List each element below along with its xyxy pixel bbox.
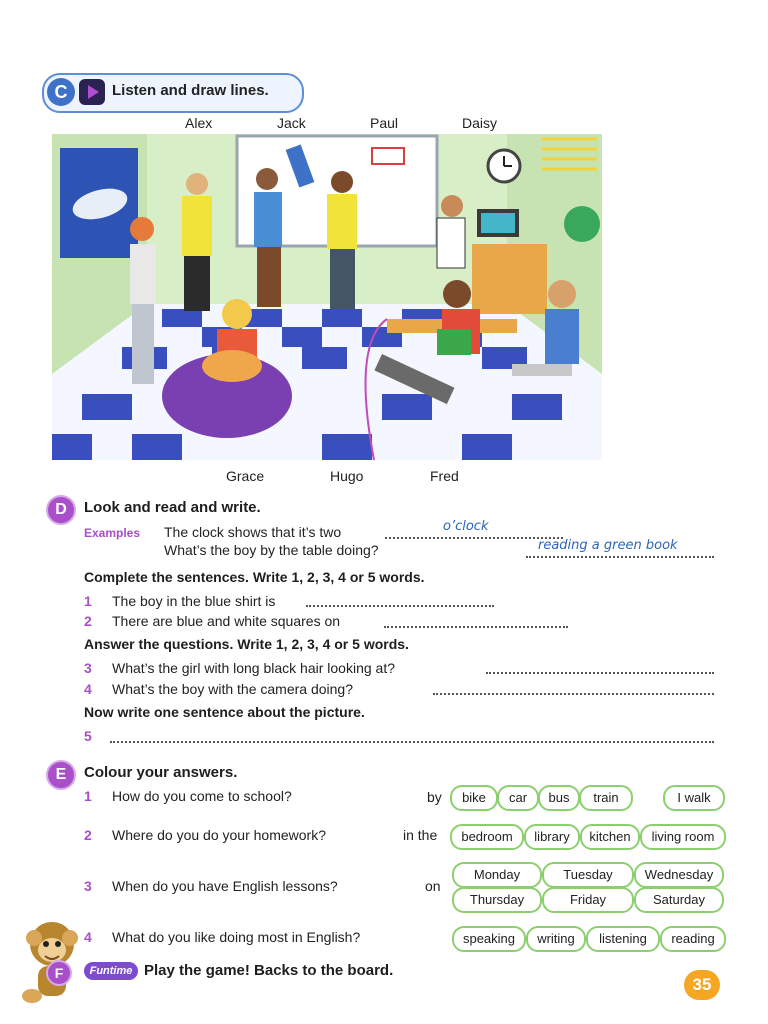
complete-instruction: Complete the sentences. Write 1, 2, 3, 4 or 5 words. [84,569,425,585]
example-1-answer: o’clock [443,519,489,534]
e-q3-number: 3 [84,878,92,894]
section-f-title: Play the game! Backs to the board. [144,962,394,979]
name-daisy: Daisy [462,115,498,131]
write-instruction: Now write one sentence about the picture. [84,704,365,720]
option-saturday[interactable]: Saturday [634,887,724,913]
q5-number: 5 [84,728,92,744]
e-q1-prep: by [427,789,442,805]
q4-answer-line[interactable] [433,693,714,695]
name-fred: Fred [430,468,459,484]
q2-number: 2 [84,613,92,629]
q3-text: What’s the girl with long black hair looking at? [112,660,396,676]
option-listening[interactable]: listening [586,926,660,952]
e-q2-prep: in the [403,827,438,843]
q5-answer-line[interactable] [110,741,714,743]
option-bus[interactable]: bus [538,785,580,811]
section-d-letter: D [46,495,76,525]
example-2-line [526,556,714,558]
example-1-text: The clock shows that it’s two [164,524,342,540]
answer-instruction: Answer the questions. Write 1, 2, 3, 4 or 5 words. [84,636,409,652]
q3-answer-line[interactable] [486,672,714,674]
option-speaking[interactable]: speaking [452,926,526,952]
e-q3-prep: on [425,878,441,894]
examples-label: Examples [84,526,141,540]
q1-text: The boy in the blue shirt is [112,593,276,609]
option-bedroom[interactable]: bedroom [450,824,524,850]
name-paul: Paul [370,115,399,131]
option-writing[interactable]: writing [526,926,586,952]
example-1-line [385,537,563,539]
q3-number: 3 [84,660,92,676]
option-wednesday[interactable]: Wednesday [634,862,724,888]
classroom-illustration [52,134,602,460]
funtime-badge: Funtime [84,962,138,980]
q2-text: There are blue and white squares on [112,613,341,629]
option-thursday[interactable]: Thursday [452,887,542,913]
option-train[interactable]: train [579,785,633,811]
option-car[interactable]: car [497,785,539,811]
option-monday[interactable]: Monday [452,862,542,888]
option-kitchen[interactable]: kitchen [580,824,640,850]
e-q3-text: When do you have English lessons? [112,878,338,894]
option-reading[interactable]: reading [660,926,726,952]
e-q4-text: What do you like doing most in English? [112,929,361,945]
page-number: 35 [684,970,720,1000]
name-grace: Grace [226,468,265,484]
play-audio-icon[interactable] [79,79,105,105]
option-tuesday[interactable]: Tuesday [542,862,634,888]
q2-answer-line[interactable] [384,626,568,628]
section-f-letter: F [46,960,72,986]
name-hugo: Hugo [330,468,364,484]
q1-answer-line[interactable] [306,605,494,607]
q4-number: 4 [84,681,92,697]
q1-number: 1 [84,593,92,609]
e-q2-number: 2 [84,827,92,843]
e-q4-number: 4 [84,929,92,945]
section-c-title: Listen and draw lines. [112,82,269,99]
option-bike[interactable]: bike [450,785,498,811]
section-c-letter: C [47,78,75,106]
e-q1-text: How do you come to school? [112,788,292,804]
option-i-walk[interactable]: I walk [663,785,725,811]
option-living-room[interactable]: living room [640,824,726,850]
section-e-letter: E [46,760,76,790]
option-friday[interactable]: Friday [542,887,634,913]
section-d-title: Look and read and write. [84,499,261,516]
monkey-mascot-icon [12,916,82,1008]
e-q1-number: 1 [84,788,92,804]
name-jack: Jack [277,115,306,131]
e-q2-text: Where do you do your homework? [112,827,326,843]
section-e-title: Colour your answers. [84,764,238,781]
name-alex: Alex [185,115,213,131]
q4-text: What’s the boy with the camera doing? [112,681,353,697]
example-2-text: What’s the boy by the table doing? [164,542,379,558]
example-2-answer: reading a green book [538,538,678,553]
option-library[interactable]: library [524,824,580,850]
